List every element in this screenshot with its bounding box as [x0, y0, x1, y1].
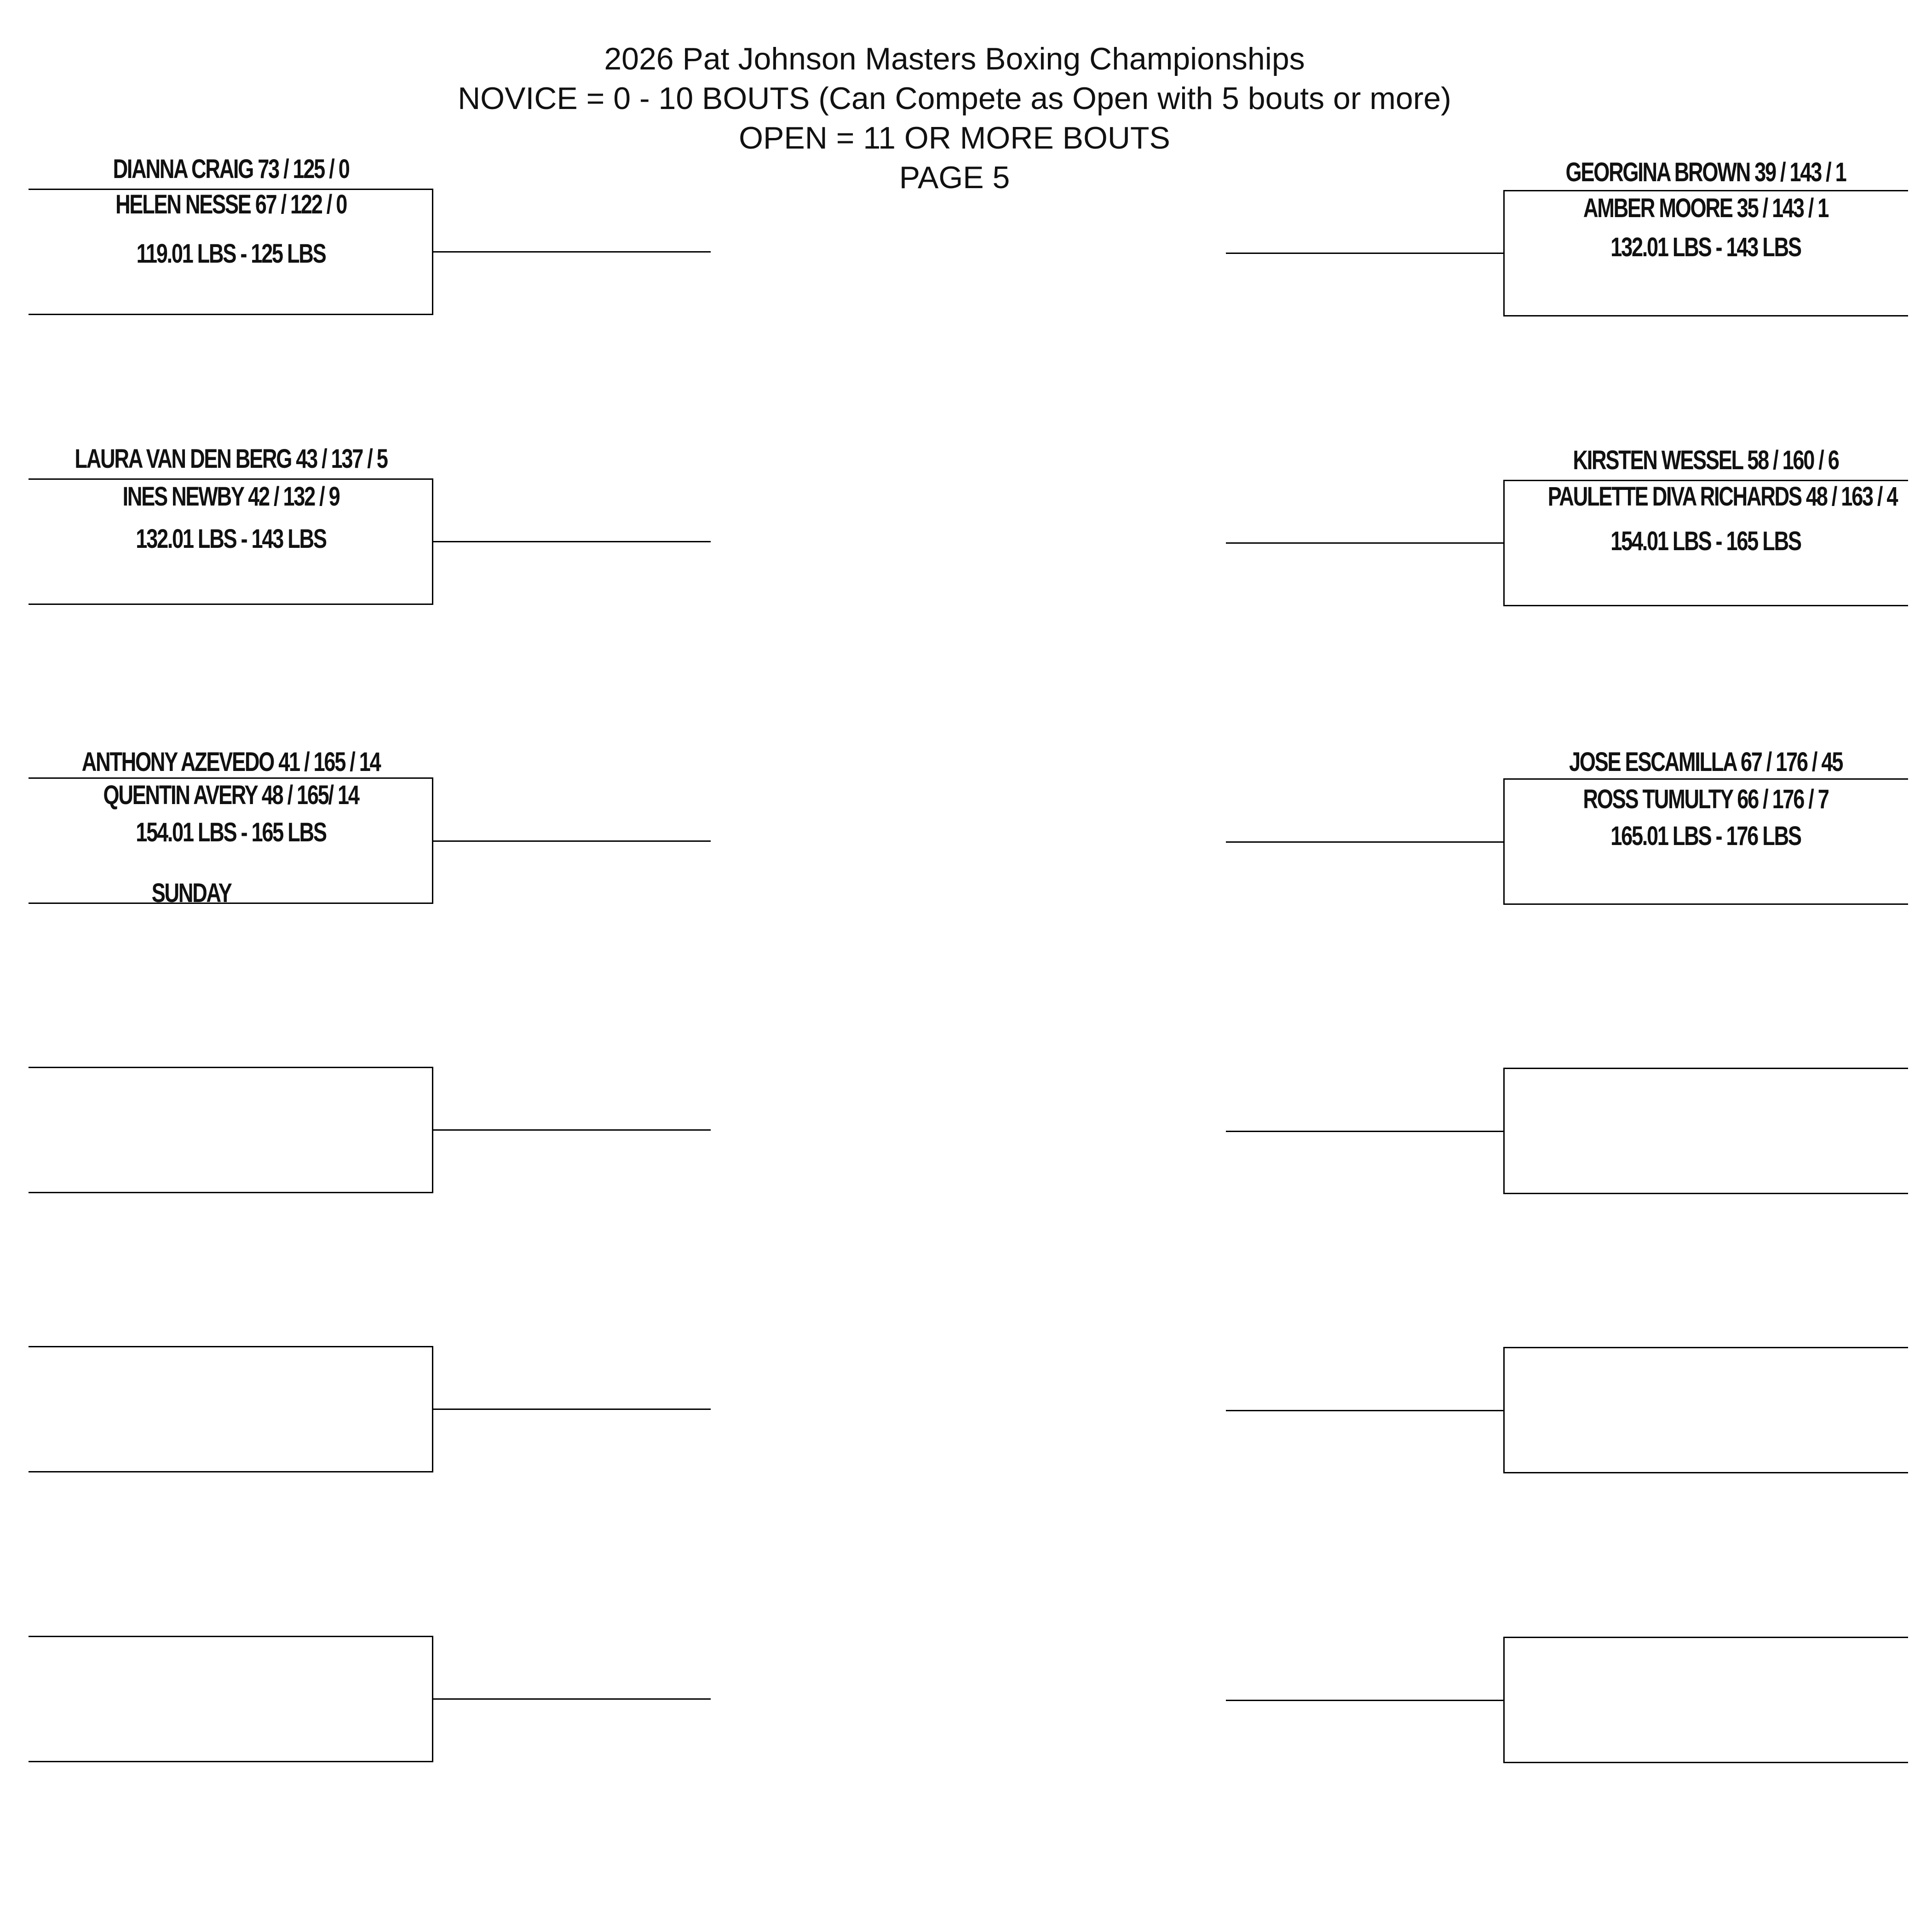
bracket-connector: [1226, 253, 1503, 254]
bracket-connector: [433, 840, 711, 842]
bracket-connector: [433, 251, 711, 253]
fighter-1: LAURA VAN DEN BERG 43 / 137 / 5: [75, 444, 387, 474]
weight-class: 154.01 LBS - 165 LBS: [136, 817, 326, 847]
bracket-connector: [433, 1129, 711, 1131]
bracket-connector: [433, 1698, 711, 1700]
session-day: SUNDAY: [151, 878, 231, 908]
fighter-1: DIANNA CRAIG 73 / 125 / 0: [113, 154, 349, 184]
fighter-1: GEORGINA BROWN 39 / 143 / 1: [1565, 157, 1846, 187]
fighter-1: KIRSTEN WESSEL 58 / 160 / 6: [1573, 445, 1839, 475]
fighter-2: PAULETTE DIVA RICHARDS 48 / 163 / 4: [1547, 482, 1898, 512]
bracket-box: [29, 1636, 433, 1762]
novice-definition: NOVICE = 0 - 10 BOUTS (Can Compete as Open with 5 bouts or more): [458, 81, 1451, 116]
bracket-box: [29, 1067, 433, 1193]
bracket-box: [1503, 1637, 1908, 1763]
fighter-1: JOSE ESCAMILLA 67 / 176 / 45: [1569, 747, 1843, 777]
bracket-connector: [1226, 1700, 1503, 1701]
fighter-2: ROSS TUMULTY 66 / 176 / 7: [1583, 784, 1828, 814]
event-title: 2026 Pat Johnson Masters Boxing Championships: [604, 41, 1305, 76]
weight-class: 165.01 LBS - 176 LBS: [1610, 821, 1801, 851]
bracket-connector: [433, 1409, 711, 1410]
bracket-connector: [1226, 542, 1503, 544]
fighter-2: HELEN NESSE 67 / 122 / 0: [115, 190, 347, 219]
open-definition: OPEN = 11 OR MORE BOUTS: [739, 121, 1170, 155]
weight-class: 132.01 LBS - 143 LBS: [1610, 232, 1801, 262]
bracket-box: [29, 1346, 433, 1472]
fighter-2: INES NEWBY 42 / 132 / 9: [122, 482, 339, 512]
fighter-2: QUENTIN AVERY 48 / 165/ 14: [103, 780, 359, 810]
weight-class: 119.01 LBS - 125 LBS: [136, 239, 326, 269]
bracket-connector: [1226, 1410, 1503, 1411]
fighter-2: AMBER MOORE 35 / 143 / 1: [1583, 193, 1828, 223]
bracket-connector: [1226, 841, 1503, 843]
bracket-box: [1503, 1068, 1908, 1194]
fighter-1: ANTHONY AZEVEDO 41 / 165 / 14: [81, 747, 380, 777]
weight-class: 132.01 LBS - 143 LBS: [136, 524, 326, 554]
weight-class: 154.01 LBS - 165 LBS: [1610, 526, 1801, 556]
bracket-box: [1503, 1347, 1908, 1473]
bracket-connector: [1226, 1131, 1503, 1132]
bracket-connector: [433, 541, 711, 542]
page-number: PAGE 5: [899, 160, 1010, 195]
